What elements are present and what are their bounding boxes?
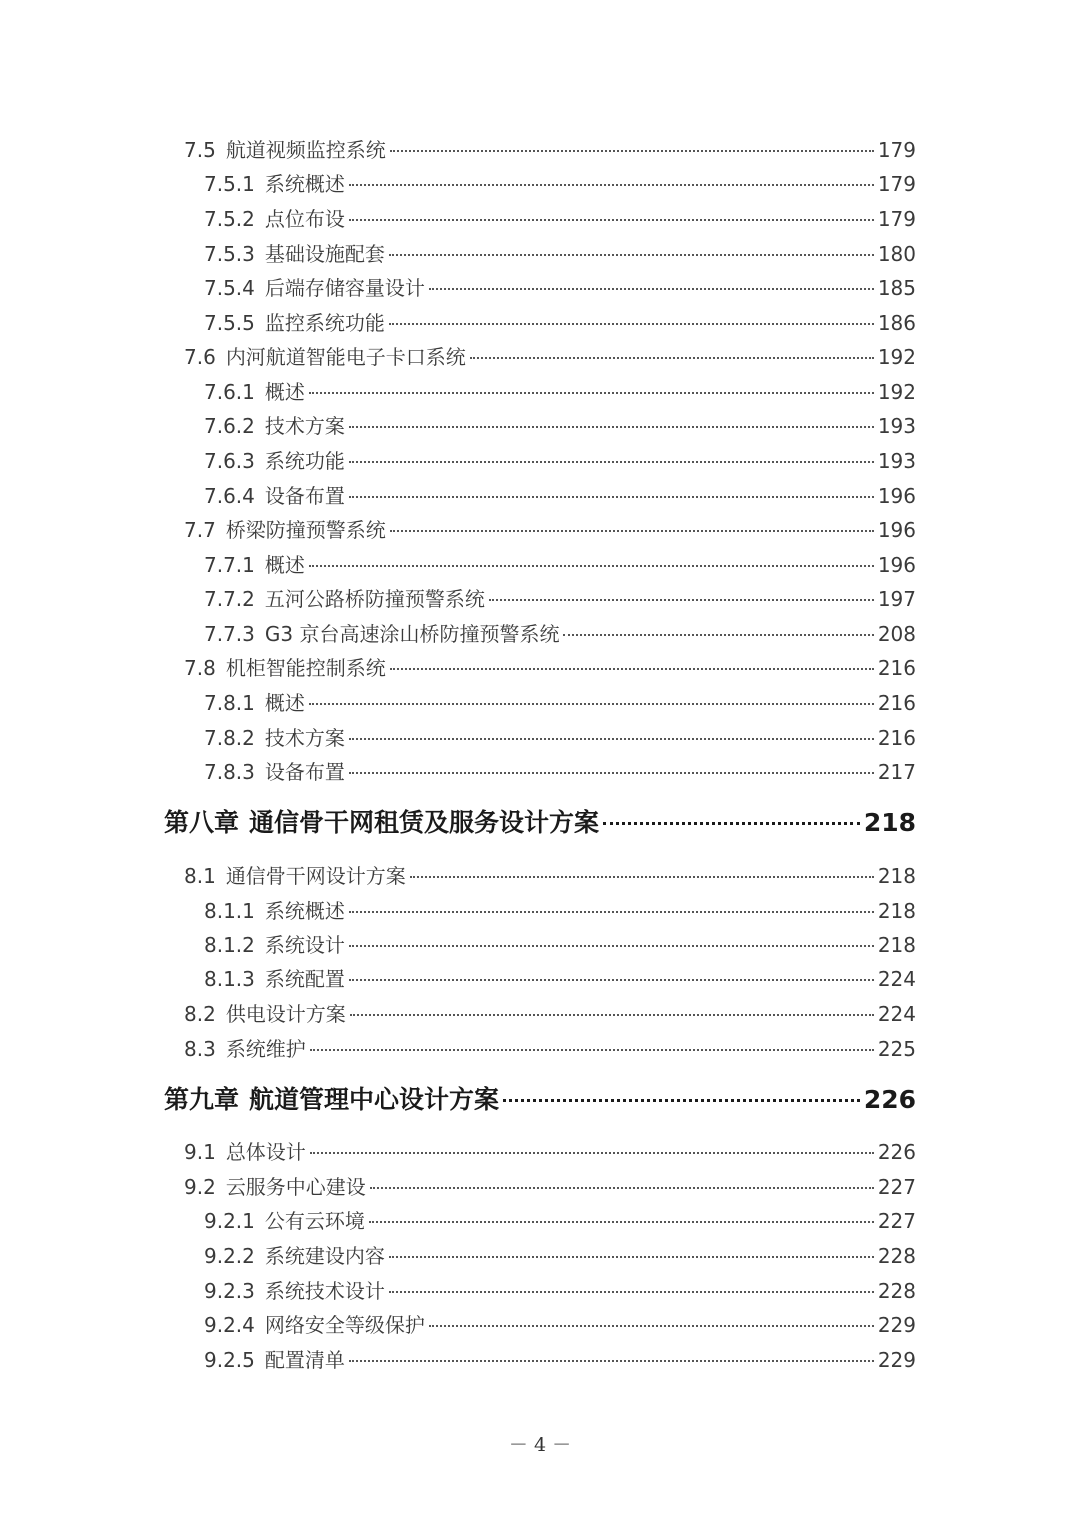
toc-entry[interactable]: [204, 963, 916, 993]
toc-leader-dots: [310, 1049, 874, 1051]
toc-entry-title: 云服务中心建设: [225, 1175, 366, 1199]
toc-entry-page: 196: [877, 553, 916, 577]
toc-leader-dots: [309, 703, 874, 705]
toc-entry-page: 226: [877, 1140, 916, 1164]
toc-entry-page: 216: [877, 726, 916, 750]
toc-leader-dots: [603, 822, 860, 825]
toc-leader-dots: [349, 911, 874, 913]
toc-entry-number: 7.8.2: [204, 726, 255, 750]
toc-entry-title: 供电设计方案: [225, 1002, 346, 1026]
toc-leader-dots: [349, 496, 874, 498]
toc-entry[interactable]: [204, 272, 916, 302]
toc-entry[interactable]: [204, 1344, 916, 1374]
toc-entry-title: 系统建设内容: [264, 1244, 385, 1268]
toc-entry-title: 概述: [264, 553, 305, 577]
toc-entry-page: 196: [877, 484, 916, 508]
toc-chapter-entry[interactable]: [164, 1080, 916, 1120]
toc-entry[interactable]: [204, 203, 916, 233]
toc-leader-dots: [390, 668, 874, 670]
toc-entry-number: 7.6.1: [204, 380, 255, 404]
toc-entry-number: 7.5.5: [204, 311, 255, 335]
toc-entry-title: 系统技术设计: [264, 1279, 385, 1303]
toc-entry-title: 内河航道智能电子卡口系统: [225, 345, 466, 369]
toc-entry-number: 7.7.1: [204, 553, 255, 577]
toc-entry[interactable]: [204, 1309, 916, 1339]
toc-entry-page: 216: [877, 691, 916, 715]
toc-entry-title: 系统功能: [264, 449, 345, 473]
toc-entry-page: 208: [877, 622, 916, 646]
toc-entry-number: 8.1.2: [204, 933, 255, 957]
toc-leader-dots: [370, 1187, 874, 1189]
toc-entry[interactable]: [204, 238, 916, 268]
toc-leader-dots: [489, 599, 874, 601]
toc-leader-dots: [563, 634, 873, 636]
toc-leader-dots: [350, 1014, 874, 1016]
toc-entry-title: 点位布设: [264, 207, 345, 231]
toc-leader-dots: [349, 184, 874, 186]
toc-entry-page: 226: [863, 1085, 916, 1114]
toc-entry[interactable]: [204, 1205, 916, 1235]
toc-leader-dots: [389, 254, 874, 256]
toc-entry-number: 9.2: [184, 1175, 216, 1199]
toc-entry-title: 通信骨干网设计方案: [225, 864, 406, 888]
toc-entry-page: 193: [877, 449, 916, 473]
toc-entry-title: 系统设计: [264, 933, 345, 957]
toc-entry[interactable]: [184, 341, 916, 371]
toc-leader-dots: [389, 1291, 874, 1293]
toc-leader-dots: [389, 1256, 874, 1258]
toc-entry-number: 7.5.2: [204, 207, 255, 231]
toc-entry-page: 192: [877, 380, 916, 404]
toc-entry-title: 设备布置: [264, 760, 345, 784]
toc-entry-number: 7.5.4: [204, 276, 255, 300]
toc-entry-number: 7.6.4: [204, 484, 255, 508]
toc-entry-number: 7.8: [184, 656, 216, 680]
toc-leader-dots: [349, 461, 874, 463]
toc-entry-title: 技术方案: [264, 414, 345, 438]
toc-entry[interactable]: [184, 1171, 916, 1201]
toc-entry-title: 系统配置: [264, 967, 345, 991]
toc-leader-dots: [390, 530, 874, 532]
toc-entry-number: 7.7.3: [204, 622, 255, 646]
toc-entry-title: 航道视频监控系统: [225, 138, 386, 162]
toc-entry-page: 192: [877, 345, 916, 369]
toc-entry-page: 229: [877, 1348, 916, 1372]
toc-entry[interactable]: [204, 445, 916, 475]
toc-entry-number: 7.8.3: [204, 760, 255, 784]
toc-leader-dots: [429, 288, 874, 290]
toc-entry-title: 五河公路桥防撞预警系统: [264, 587, 485, 611]
toc-entry-page: 193: [877, 414, 916, 438]
toc-entry-number: 7.7: [184, 518, 216, 542]
toc-entry-title: 网络安全等级保护: [264, 1313, 425, 1337]
toc-entry-title: 总体设计: [225, 1140, 306, 1164]
toc-entry-title: 配置清单: [264, 1348, 345, 1372]
toc-leader-dots: [309, 392, 874, 394]
toc-entry[interactable]: [204, 895, 916, 925]
toc-entry-page: 225: [877, 1037, 916, 1061]
toc-entry-title: 通信骨干网租赁及服务设计方案: [249, 808, 600, 837]
toc-entry[interactable]: [184, 1136, 916, 1166]
toc-leader-dots: [349, 979, 874, 981]
toc-entry-number: 7.6.3: [204, 449, 255, 473]
toc-entry-title: 监控系统功能: [264, 311, 385, 335]
toc-leader-dots: [310, 1152, 874, 1154]
toc-entry-title: 技术方案: [264, 726, 345, 750]
toc-entry[interactable]: [184, 998, 916, 1028]
toc-entry-title: 航道管理中心设计方案: [249, 1085, 500, 1114]
toc-entry[interactable]: [184, 652, 916, 682]
toc-entry[interactable]: [204, 1240, 916, 1270]
toc-entry-page: 217: [877, 760, 916, 784]
toc-entry-page: 185: [877, 276, 916, 300]
toc-entry-number: 8.1.3: [204, 967, 255, 991]
toc-entry-page: 218: [877, 864, 916, 888]
toc-entry-number: 9.2.1: [204, 1209, 255, 1233]
toc-entry-title: 系统维护: [225, 1037, 306, 1061]
toc-entry-title: 机柜智能控制系统: [225, 656, 386, 680]
toc-entry-page: 196: [877, 518, 916, 542]
toc-entry-page: 186: [877, 311, 916, 335]
toc-leader-dots: [349, 738, 874, 740]
toc-entry-number: 7.8.1: [204, 691, 255, 715]
toc-entry-number: 9.2.3: [204, 1279, 255, 1303]
toc-entry[interactable]: [184, 1033, 916, 1063]
toc-leader-dots: [349, 945, 874, 947]
toc-entry-page: 218: [877, 899, 916, 923]
toc-entry[interactable]: [204, 410, 916, 440]
toc-entry-number: 7.6: [184, 345, 216, 369]
toc-entry[interactable]: [204, 168, 916, 198]
toc-entry-title: 桥梁防撞预警系统: [225, 518, 386, 542]
page-number: － 4 －: [508, 1434, 572, 1456]
toc-entry-number: 7.5: [184, 138, 216, 162]
toc-entry[interactable]: [184, 514, 916, 544]
toc-entry-page: 224: [877, 967, 916, 991]
toc-entry-page: 227: [877, 1209, 916, 1233]
toc-entry-page: 229: [877, 1313, 916, 1337]
toc-leader-dots: [349, 426, 874, 428]
toc-entry-title: 系统概述: [264, 899, 345, 923]
toc-entry-page: 180: [877, 242, 916, 266]
toc-entry-number: 7.6.2: [204, 414, 255, 438]
toc-entry[interactable]: [204, 549, 916, 579]
toc-entry[interactable]: [204, 618, 916, 648]
toc-leader-dots: [349, 219, 874, 221]
toc-entry-number: 7.7.2: [204, 587, 255, 611]
toc-entry[interactable]: [204, 756, 916, 786]
toc-entry-number: 9.2.4: [204, 1313, 255, 1337]
toc-entry[interactable]: [184, 134, 916, 164]
toc-entry-number: 9.2.2: [204, 1244, 255, 1268]
toc-entry[interactable]: [204, 307, 916, 337]
toc-entry[interactable]: [184, 860, 916, 890]
toc-entry-number: 第九章: [164, 1085, 240, 1114]
toc-entry-page: 197: [877, 587, 916, 611]
toc-entry-number: 7.5.1: [204, 172, 255, 196]
toc-leader-dots: [369, 1221, 874, 1223]
toc-entry-page: 228: [877, 1244, 916, 1268]
toc-entry-page: 227: [877, 1175, 916, 1199]
toc-entry[interactable]: [204, 583, 916, 613]
toc-entry-page: 224: [877, 1002, 916, 1026]
toc-entry-number: 7.5.3: [204, 242, 255, 266]
toc-entry-page: 218: [863, 808, 916, 837]
toc-entry-title: 基础设施配套: [264, 242, 385, 266]
toc-entry-title: 公有云环境: [264, 1209, 365, 1233]
toc-entry-title: 概述: [264, 691, 305, 715]
toc-entry-page: 216: [877, 656, 916, 680]
toc-entry-number: 8.1: [184, 864, 216, 888]
toc-entry-title: 概述: [264, 380, 305, 404]
toc-entry[interactable]: [204, 376, 916, 406]
toc-leader-dots: [389, 323, 874, 325]
toc-entry-page: 179: [877, 172, 916, 196]
toc-entry-number: 第八章: [164, 808, 240, 837]
toc-entry-number: 9.2.5: [204, 1348, 255, 1372]
toc-entry-title: 后端存储容量设计: [264, 276, 425, 300]
toc-entry-page: 179: [877, 207, 916, 231]
toc-entry-page: 218: [877, 933, 916, 957]
toc-entry-title: G3 京台高速涂山桥防撞预警系统: [264, 622, 560, 646]
toc-entry[interactable]: [204, 929, 916, 959]
toc-leader-dots: [470, 357, 874, 359]
toc-entry[interactable]: [204, 722, 916, 752]
toc-leader-dots: [429, 1325, 874, 1327]
toc-entry-page: 179: [877, 138, 916, 162]
toc-entry-number: 9.1: [184, 1140, 216, 1164]
toc-chapter-entry[interactable]: [164, 803, 916, 843]
toc-entry-number: 8.1.1: [204, 899, 255, 923]
toc-entry-number: 8.3: [184, 1037, 216, 1061]
toc-entry-page: 228: [877, 1279, 916, 1303]
toc-leader-dots: [390, 150, 874, 152]
toc-entry[interactable]: [204, 480, 916, 510]
toc-entry-title: 设备布置: [264, 484, 345, 508]
toc-entry-number: 8.2: [184, 1002, 216, 1026]
toc-entry[interactable]: [204, 687, 916, 717]
toc-leader-dots: [503, 1099, 860, 1102]
toc-leader-dots: [349, 772, 874, 774]
toc-leader-dots: [410, 876, 874, 878]
toc-leader-dots: [349, 1360, 874, 1362]
toc-entry-title: 系统概述: [264, 172, 345, 196]
toc-leader-dots: [309, 565, 874, 567]
toc-entry[interactable]: [204, 1275, 916, 1305]
